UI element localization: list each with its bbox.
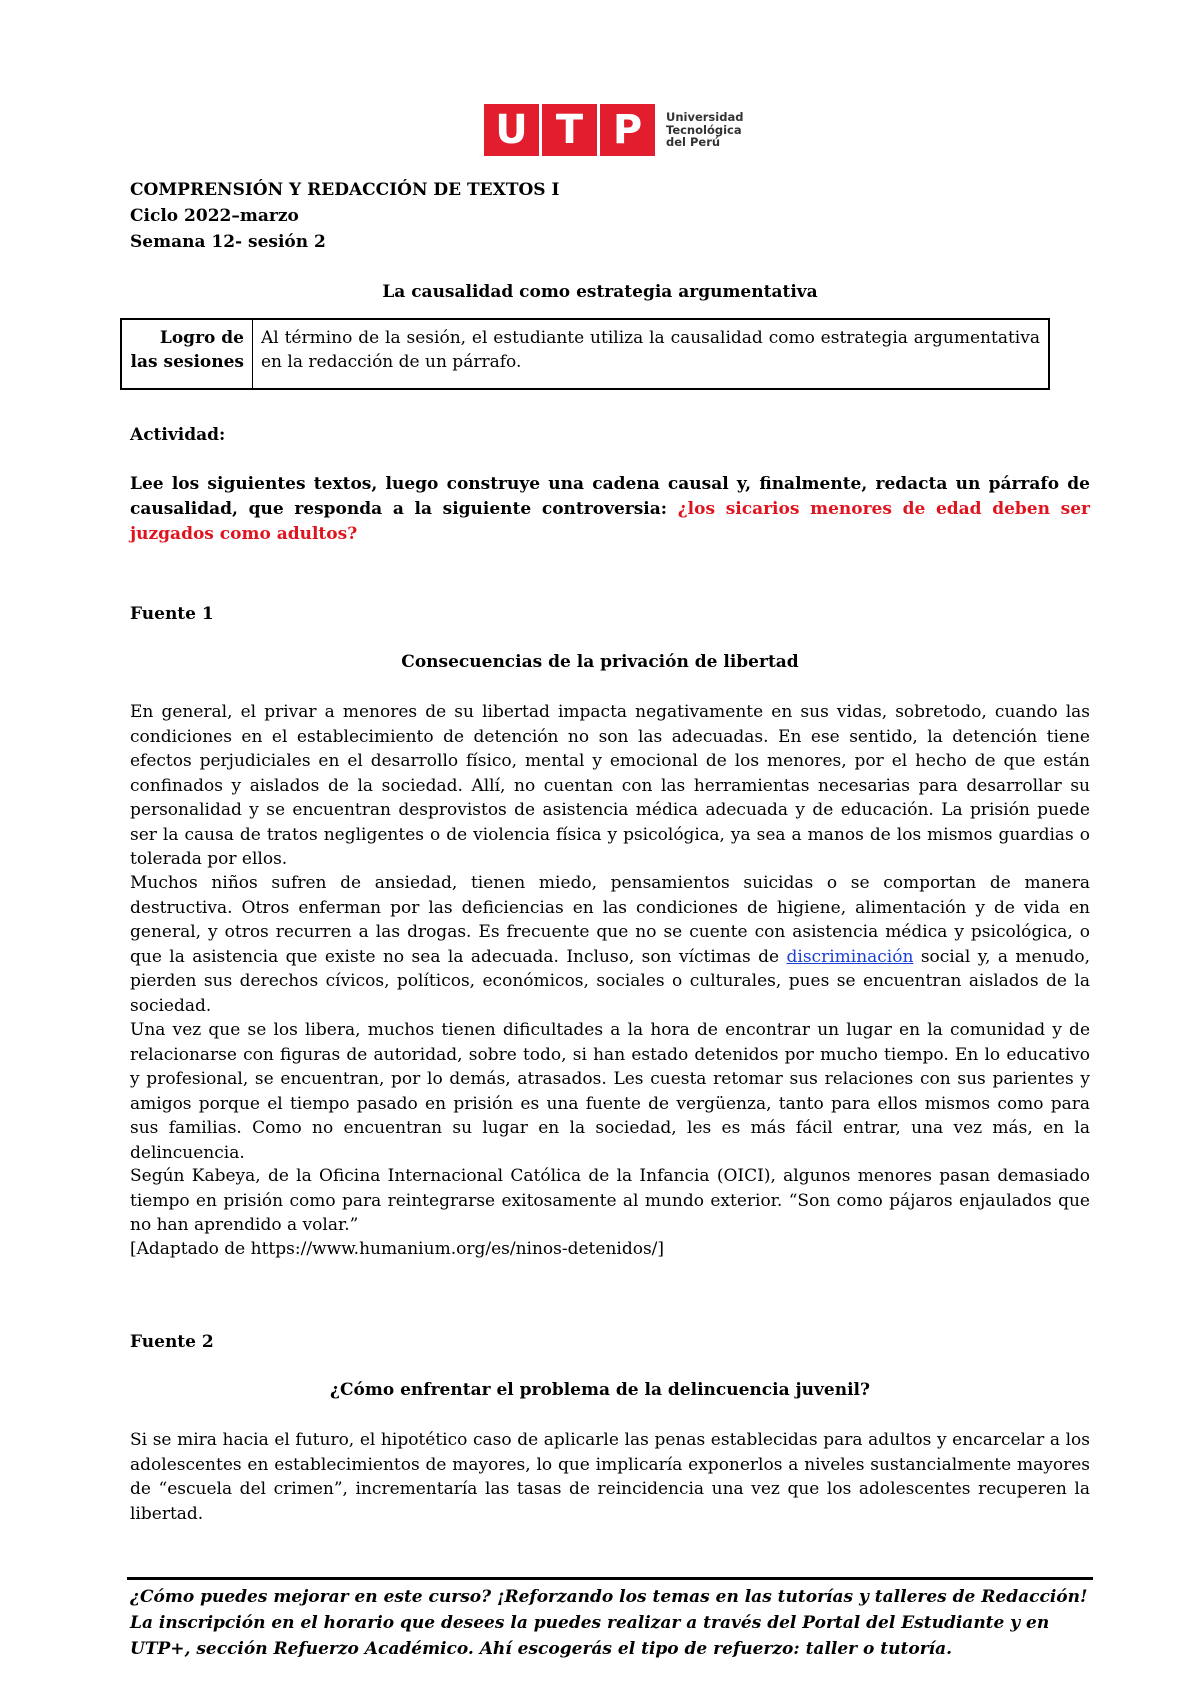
source1-paragraph-3: Una vez que se los libera, muchos tienen dificultades a la hora de encontrar un lugar en la comunidad y de relacionarse con figuras de autoridad, sobre todo, si han estado detenidos por mucho tiempo. En lo educativo y profesional, se encuentran, por lo demás, atrasados. Les cuesta retomar sus relaciones con sus parientes y amigos porque el tiempo pasado en prisión es una fuente de vergüenza, tanto para ellos mismos como para sus familias. Como no encuentran su lugar en la sociedad, les es más fácil entrar, una vez más, en la delincuencia. — [130, 1020, 1090, 1163]
source1-paragraph-4: Según Kabeya, de la Oficina Internacional Católica de la Infancia (OICI), algunos menores pasan demasiado tiempo en prisión como para reintegrarse exitosamente al mundo exterior. “Son como pájaros enjaulados que no han aprendido a volar.” — [130, 1166, 1090, 1235]
logro-label: Logro de las sesiones — [121, 319, 253, 389]
controversy-question: ¿los sicarios menores de edad deben ser juzgados como adultos? — [130, 499, 1090, 544]
source2-paragraph-1: Si se mira hacia el futuro, el hipotético caso de aplicarle las penas establecidas para adultos y encarcelar a los adolescentes en establecimientos de mayores, lo que implicaría exponerlos a niveles sustancialmente mayores de “escuela del crimen”, incrementaría las tasas de reincidencia una vez que los adolescentes recuperen la libertad. — [130, 1430, 1090, 1524]
logo-letter-t: T — [542, 104, 597, 156]
page-title: La causalidad como estrategia argumentativa — [382, 282, 818, 302]
source2-label: Fuente 2 — [130, 1332, 214, 1352]
source1-title: Consecuencias de la privación de libertad — [401, 652, 799, 672]
activity-instruction: Lee los siguientes textos, luego construye una cadena causal y, finalmente, redacta un párrafo de causalidad, que responda a la siguiente controversia: ¿los sicarios menores de edad deben ser juzgados como adultos? — [130, 474, 1090, 544]
week-session: Semana 12- sesión 2 — [130, 232, 326, 252]
utp-logo — [484, 104, 743, 156]
logro-text: Al término de la sesión, el estudiante utiliza la causalidad como estrategia argumentativa en la redacción de un párrafo. — [253, 319, 1050, 389]
source1-citation: [Adaptado de https://www.humanium.org/es/ninos-detenidos/] — [130, 1239, 665, 1259]
logo-letter-p: P — [600, 104, 655, 156]
source2-title: ¿Cómo enfrentar el problema de la delincuencia juvenil? — [330, 1380, 870, 1400]
source1-label: Fuente 1 — [130, 604, 214, 624]
document-header — [130, 177, 559, 255]
source1-paragraph-1: En general, el privar a menores de su libertad impacta negativamente en sus vidas, sobretodo, cuando las condiciones en el establecimiento de detención no son las adecuadas. En ese sentido, la detención tiene efectos perjudiciales en el desarrollo físico, mental y emocional de los menores, por el hecho de que están confinados y aislados de la sociedad. Allí, no cuentan con las herramientas necesarias para desarrollar su personalidad y se encuentran desprovistos de asistencia médica adecuada y de educación. La prisión puede ser la causa de tratos negligentes o de violencia física y psicológica, ya sea a manos de los mismos guardias o tolerada por ellos. — [130, 702, 1090, 869]
logo-letter-u: U — [484, 104, 539, 156]
source1-paragraph-2: Muchos niños sufren de ansiedad, tienen miedo, pensamientos suicidas o se comportan de manera destructiva. Otros enferman por las deficiencias en las condiciones de higiene, alimentación y de vida en general, y otros recurren a las drogas. Es frecuente que no se cuente con asistencia médica y psicológica, o que la asistencia que existe no sea la adecuada. Incluso, son víctimas de discriminación social y, a menudo, pierden sus derechos cívicos, políticos, económicos, sociales o culturales, pues se encuentran aislados de la sociedad. — [130, 873, 1090, 1016]
footer-divider — [127, 1577, 1093, 1580]
cycle: Ciclo 2022–marzo — [130, 206, 299, 226]
activity-heading: Actividad: — [130, 425, 226, 445]
logo-wordmark: Universidad Tecnológica del Perú — [666, 110, 744, 150]
discriminacion-link[interactable]: discriminación — [786, 946, 914, 967]
logro-table — [120, 318, 1050, 390]
footer-note: ¿Cómo puedes mejorar en este curso? ¡Reforzando los temas en las tutorías y talleres de Redacción! La inscripción en el horario que desees la puedes realizar a través del Portal del Estudiante y en UTP+, sección Refuerzo Académico. Ahí escogerás el tipo de refuerzo: taller o tutoría. — [130, 1587, 1088, 1659]
course-name: COMPRENSIÓN Y REDACCIÓN DE TEXTOS I — [130, 180, 560, 200]
